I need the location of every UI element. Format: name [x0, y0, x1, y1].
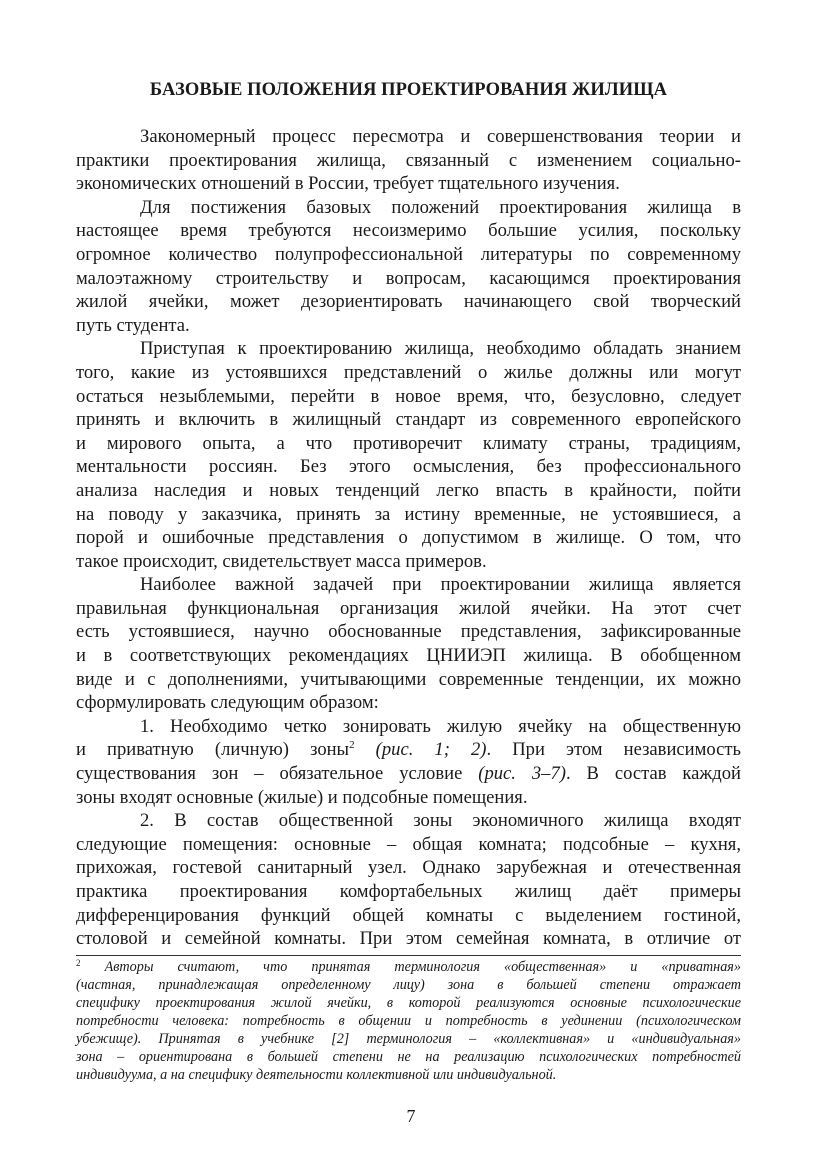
- text-line: столовой и семейной комнаты. При этом семейная комната, в отличие от: [76, 928, 741, 950]
- footnote-separator: [76, 955, 741, 956]
- footnote-line: [76, 1048, 741, 1066]
- body-text: [76, 125, 741, 951]
- text-line: остаться незыблемыми, перейти в новое время, что, безусловно, следует: [76, 385, 741, 407]
- text-line: прихожая, гостевой санитарный узел. Однако зарубежная и отечественная: [76, 857, 741, 879]
- footnote-line: [76, 1066, 741, 1084]
- text-line: Для постижения базовых положений проектирования жилища в: [140, 196, 741, 218]
- text-line: Приступая к проектированию жилища, необходимо обладать знанием: [140, 338, 741, 360]
- text-line: зоны входят основные (жилые) и подсобные помещения.: [76, 786, 528, 808]
- paragraph: [76, 196, 741, 338]
- footnote-line: [76, 976, 741, 994]
- text-line: виде и с дополнениями, учитывающими современные тенденции, их можно: [76, 668, 741, 690]
- text-line: правильная функциональная организация жилой ячейки. На этот счет: [76, 597, 741, 619]
- footnote-line: [76, 1012, 741, 1030]
- text-segment: [355, 739, 376, 760]
- text-line: малоэтажному строительству и вопросам, касающимся проектирования: [76, 267, 741, 289]
- paragraph: [76, 125, 741, 196]
- text-line: дифференцирования функций общей комнаты с выделением гостиной,: [76, 904, 741, 926]
- paragraph: [76, 715, 741, 809]
- figure-reference: (рис. 3–7): [478, 763, 566, 785]
- text-line: Закономерный процесс пересмотра и совершенствования теории и: [140, 126, 741, 147]
- text-line: путь студента.: [76, 314, 190, 336]
- figure-reference: (рис. 1; 2): [375, 739, 487, 761]
- footnote-line: [76, 1030, 741, 1048]
- text-line: такое происходит, свидетельствует масса примеров.: [76, 550, 487, 572]
- page-number: 7: [406, 1106, 416, 1126]
- footnote-text: зона – ориентирована в большей степени не на реализацию психологических потребностей: [76, 1049, 741, 1065]
- footnote-text: потребности человека: потребность в общении и потребность в уединении (психологическом: [76, 1013, 741, 1029]
- text-segment: и приватную (личную) зоны: [76, 739, 350, 761]
- text-line: 1. Необходимо четко зонировать жилую ячейку на общественную: [140, 715, 741, 737]
- text-line: экономических отношений в России, требует тщательного изучения.: [76, 173, 620, 195]
- text-line: [76, 738, 741, 762]
- text-line: ментальности россиян. Без этого осмысления, без профессионального: [76, 456, 741, 478]
- text-line: принять и включить в жилищный стандарт из современного европейского: [76, 409, 741, 431]
- text-line: практики проектирования жилища, связанный с изменением социально-: [76, 149, 741, 171]
- text-segment: существования зон – обязательное условие: [76, 763, 479, 785]
- paragraph: [76, 573, 741, 715]
- text-segment: . При этом независимость: [486, 739, 741, 761]
- text-line: есть устоявшиеся, научно обоснованные представления, зафиксированные: [76, 621, 741, 643]
- text-line: следующие помещения: основные – общая комната; подсобные – кухня,: [76, 833, 741, 855]
- text-line: на поводу у заказчика, принять за истину временные, не устоявшиеся, а: [76, 503, 741, 525]
- footnote-text: специфику проектирования жилой ячейки, в которой реализуются основные психологические: [76, 995, 741, 1011]
- footnote-reference: 2: [349, 739, 355, 752]
- text-segment: . В состав каждой: [565, 763, 741, 785]
- text-line: огромное количество полупрофессиональной литературы по современному: [76, 243, 741, 265]
- footnote-text: убежище). Принятая в учебнике [2] терминология – «коллективная» и «индивидуальная»: [76, 1031, 741, 1047]
- text-line: и в соответствующих рекомендациях ЦНИИЭП жилища. В обобщенном: [76, 645, 741, 667]
- paragraph: [76, 809, 741, 951]
- text-line: 2. В состав общественной зоны экономичного жилища входят: [140, 810, 741, 832]
- text-line: практика проектирования комфортабельных жилищ даёт примеры: [76, 881, 741, 902]
- text-line: порой и ошибочные представления о допустимом в жилище. О том, что: [76, 527, 741, 549]
- text-line: Наиболее важной задачей при проектировании жилища является: [140, 574, 741, 596]
- footnote-text: индивидуума, а на специфику деятельности коллективной или индивидуальной.: [76, 1067, 557, 1083]
- footnote-line: [76, 958, 741, 976]
- paragraph: [76, 337, 741, 573]
- text-line: сформулировать следующим образом:: [76, 692, 379, 714]
- page-title: БАЗОВЫЕ ПОЛОЖЕНИЯ ПРОЕКТИРОВАНИЯ ЖИЛИЩА: [149, 80, 668, 100]
- text-line: анализа наследия и новых тенденций легко впасть в крайности, пойти: [76, 479, 741, 501]
- text-line: жилой ячейки, может дезориентировать начинающего свой творческий: [76, 291, 741, 313]
- footnote-text: Авторы считают, что принятая терминология «общественная» и «приватная»: [104, 959, 741, 975]
- footnote-marker: 2: [76, 958, 81, 968]
- footnote-text: (частная, принадлежащая определенному лицу) зона в большей степени отражает: [76, 977, 741, 993]
- text-line: и мирового опыта, а что противоречит климату страны, традициям,: [76, 432, 741, 454]
- footnote: [76, 958, 741, 1084]
- footnote-line: [76, 994, 741, 1012]
- text-line: того, какие из устоявшихся представлений о жилье должны или могут: [76, 361, 741, 383]
- text-line: настоящее время требуются несоизмеримо большие усилия, поскольку: [76, 220, 741, 242]
- text-line: [76, 762, 741, 786]
